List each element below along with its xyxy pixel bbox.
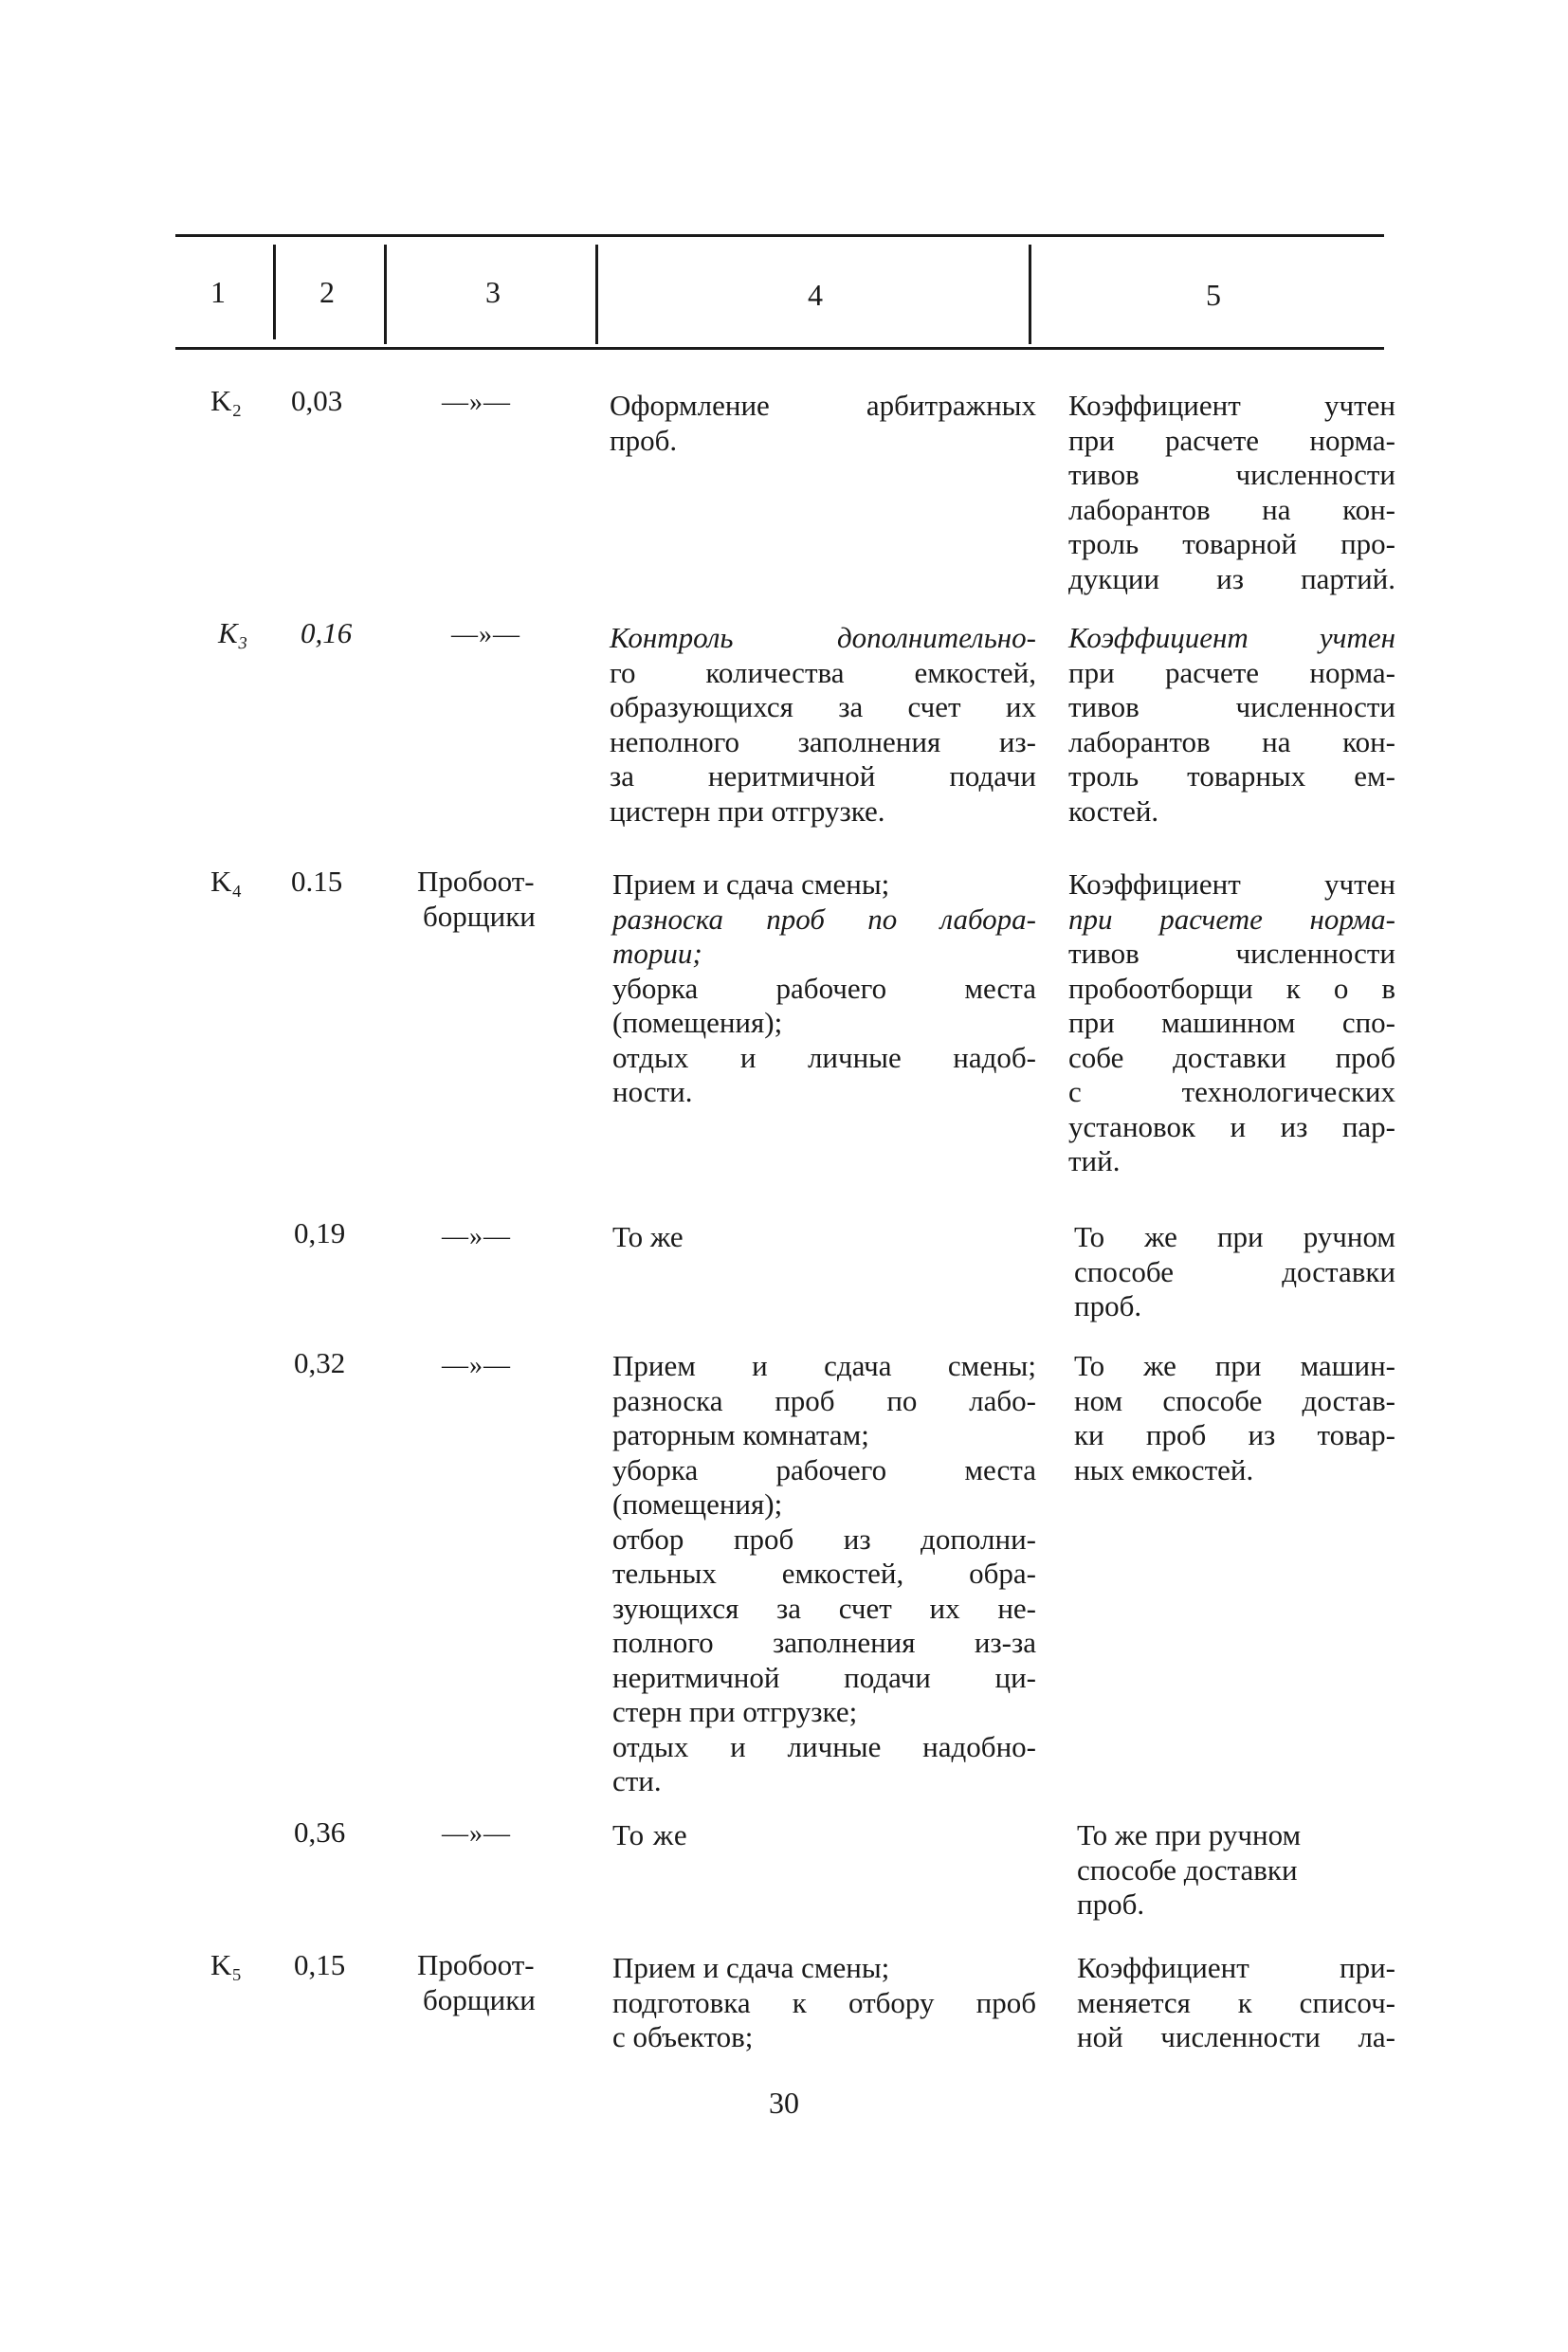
- table-row-2-value: 0,16: [301, 616, 353, 649]
- table-top-rule: [175, 234, 1384, 237]
- table-row-3-note: Коэффициент учтен при расчете норма- тивов численности пробоотборщи к о в при машинном спо- собе доставки проб с технологических установок и из пар- тий.: [1068, 867, 1395, 1177]
- table-row-3-coef: K₄: [210, 865, 243, 898]
- table-row-5-work: Прием и сдача смены; разноска проб по лабо- раторным комнатам; уборка рабочего места (помещения); отбор проб из дополни- тельных емкостей, обра- зующихся за счет их не- полного заполнения из-за неритмичной подачи ци- стерн при отгрузке; отдых и личные надобно- сти.: [612, 1349, 1036, 1797]
- header-col-5: 5: [1206, 278, 1221, 312]
- table-row-7-coef: K₅: [210, 1948, 243, 1981]
- table-row-5-note: То же при машин- ном способе достав- ки проб из товар- ных емкостей.: [1074, 1349, 1395, 1486]
- table-row-4-note: То же при ручном способе доставки проб.: [1074, 1220, 1395, 1322]
- header-divider-3: [595, 245, 598, 344]
- table-row-4-work: То же: [612, 1220, 684, 1253]
- table-row-6-staff: —»—: [442, 1819, 511, 1849]
- header-col-3: 3: [485, 275, 501, 309]
- table-row-1-note: Коэффициент учтен при расчете норма- тивов численности лаборантов на кон- троль товарной про- дукции из партий.: [1068, 389, 1395, 595]
- table-row-3-work: Прием и сдача смены; разноска проб по лабора- тории; уборка рабочего места (помещения); отдых и личные надоб- ности.: [612, 867, 1036, 1108]
- table-row-7-note: Коэффициент при- меняется к списоч- ной численности ла-: [1077, 1951, 1395, 2053]
- table-header-rule: [175, 347, 1384, 350]
- table-row-1-staff: —»—: [442, 388, 511, 417]
- page-number: 30: [769, 2086, 799, 2120]
- header-col-1: 1: [210, 275, 226, 309]
- table-row-5-value: 0,32: [294, 1346, 346, 1379]
- header-col-4: 4: [808, 278, 823, 312]
- table-row-2-staff: —»—: [451, 620, 520, 649]
- table-row-6-note: То же при ручном способе доставки проб.: [1077, 1818, 1302, 1921]
- table-row-7-work: Прием и сдача смены; подготовка к отбору проб с объектов;: [612, 1951, 1036, 2053]
- table-row-3-value: 0.15: [291, 865, 343, 898]
- table-row-6-work: То же: [612, 1818, 688, 1851]
- table-row-3-staff: Пробоот- борщики: [417, 865, 536, 933]
- header-divider-2: [384, 245, 387, 344]
- table-row-1-coef: K₂: [210, 384, 243, 417]
- header-divider-4: [1029, 245, 1031, 344]
- table-row-4-staff: —»—: [442, 1222, 511, 1251]
- table-row-5-staff: —»—: [442, 1351, 511, 1380]
- table-row-2-work: Контроль дополнительно- го количества емкостей, образующихся за счет их неполного заполнения из- за неритмичной подачи цистерн при отгрузке.: [610, 621, 1036, 828]
- table-row-1-value: 0,03: [291, 384, 343, 417]
- table-row-7-value: 0,15: [294, 1948, 346, 1981]
- table-row-4-value: 0,19: [294, 1216, 346, 1249]
- table-row-6-value: 0,36: [294, 1815, 346, 1849]
- table-row-2-note: Коэффициент учтен при расчете норма- тивов численности лаборантов на кон- троль товарных ем- костей.: [1068, 621, 1395, 828]
- header-divider-1: [273, 245, 276, 339]
- header-col-2: 2: [319, 275, 335, 309]
- table-row-7-staff: Пробоот- борщики: [417, 1948, 536, 2016]
- table-row-1-work: Оформление арбитражных проб.: [610, 389, 1036, 457]
- table-row-2-coef: K₃: [218, 616, 248, 649]
